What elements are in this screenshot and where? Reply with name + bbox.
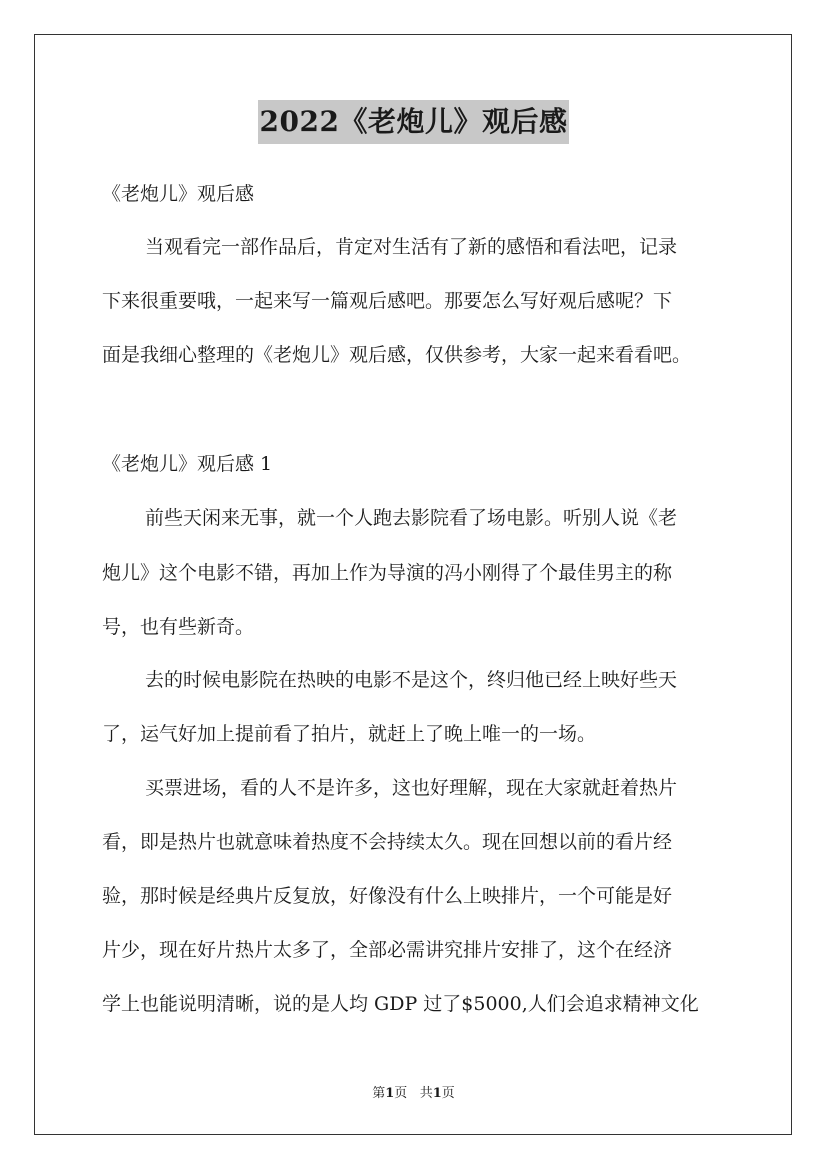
total-pages: 1 [432,1086,442,1101]
intro-line-1: 当观看完一部作品后，肯定对生活有了新的感悟和看法吧，记录 [145,236,678,258]
p2-line-1: 去的时候电影院在热映的电影不是这个，终归他已经上映好些天 [145,669,678,691]
p3-line-1: 买票进场，看的人不是许多，这也好理解，现在大家就赶着热片 [145,777,678,799]
page-suffix: 页 [394,1086,408,1101]
p3-line-2: 看，即是热片也就意味着热度不会持续太久。现在回想以前的看片经 [102,831,673,853]
intro-line-3: 面是我细心整理的《老炮儿》观后感，仅供参考，大家一起来看看吧。 [102,344,692,366]
document-title: 2022《老炮儿》观后感 [258,100,570,144]
total-prefix: 共 [419,1086,433,1101]
p1-line-2: 炮儿》这个电影不错，再加上作为导演的冯小刚得了个最佳男主的称 [102,562,673,584]
total-suffix: 页 [441,1086,455,1101]
p1-line-3: 号，也有些新奇。 [102,616,255,638]
intro-line-2: 下来很重要哦，一起来写一篇观后感吧。那要怎么写好观后感呢？下 [102,290,673,312]
p3-line-5: 学上也能说明清晰，说的是人均 GDP 过了$5000,人们会追求精神文化 [102,993,699,1015]
p2-line-2: 了，运气好加上提前看了拍片，就赶上了晚上唯一的一场。 [102,723,597,745]
section-heading-1: 《老炮儿》观后感 1 [102,453,273,475]
page-footer [0,1082,827,1101]
page-prefix: 第 [372,1086,386,1101]
p3-line-3: 验，那时候是经典片反复放，好像没有什么上映排片，一个可能是好 [102,885,673,907]
p3-line-4: 片少，现在好片热片太多了，全部必需讲究排片安排了，这个在经济 [102,939,673,961]
document-heading: 《老炮儿》观后感 [102,183,255,205]
page-number: 1 [385,1086,395,1101]
p1-line-1: 前些天闲来无事，就一个人跑去影院看了场电影。听别人说《老 [145,507,678,529]
